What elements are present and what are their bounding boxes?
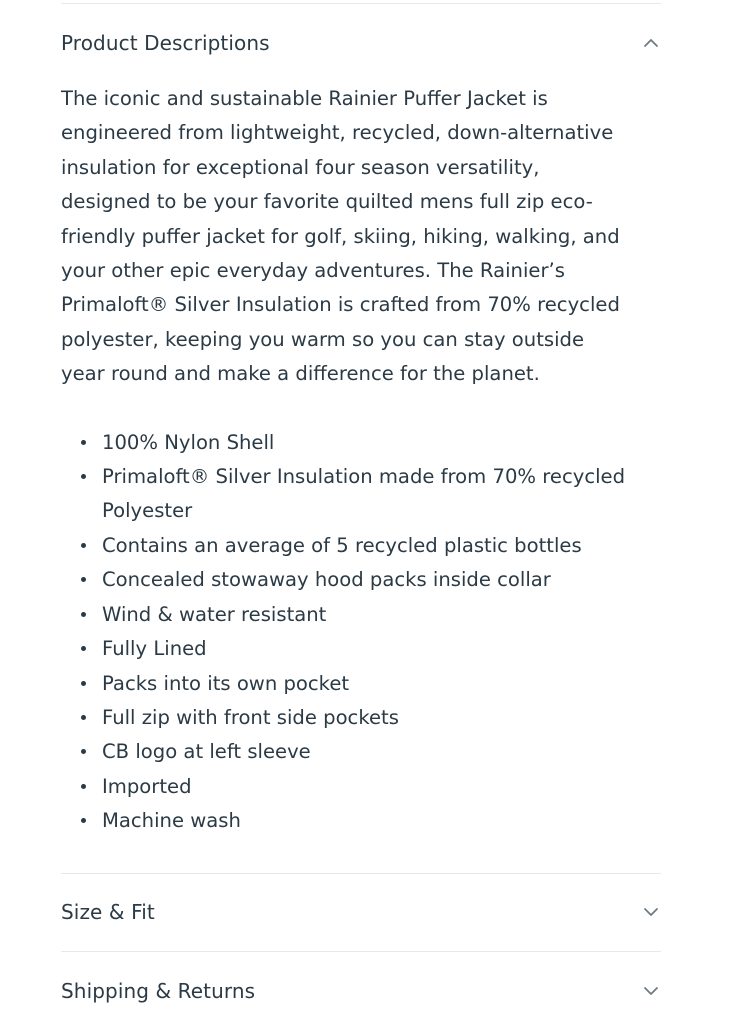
feature-item — [61, 667, 661, 701]
feature-text: Packs into its own pocket — [102, 671, 350, 695]
product-descriptions-title: Product Descriptions — [61, 31, 270, 55]
feature-item — [61, 770, 661, 804]
description-line: Primaloft® Silver Insulation is crafted from 70% recycled — [61, 293, 620, 317]
feature-text: Wind & water resistant — [102, 602, 327, 626]
product-accordion — [61, 0, 661, 1030]
shipping-returns-header[interactable] — [61, 952, 661, 1030]
bullet-icon — [81, 474, 86, 479]
feature-text: Machine wash — [102, 809, 241, 833]
chevron-down-icon[interactable] — [643, 983, 659, 999]
product-descriptions-header[interactable] — [61, 4, 661, 82]
size-fit-title: Size & Fit — [61, 900, 155, 925]
description-line: friendly puffer jacket for golf, skiing, hiking, walking, and — [61, 224, 620, 248]
feature-text: Imported — [102, 774, 192, 798]
product-description-text — [61, 82, 661, 392]
feature-item — [61, 460, 661, 529]
bullet-icon — [81, 612, 86, 617]
description-line: polyester, keeping you warm so you can stay outside — [61, 327, 585, 351]
feature-item — [61, 804, 661, 838]
chevron-down-icon[interactable] — [643, 904, 659, 920]
bullet-icon — [81, 784, 86, 789]
feature-item — [61, 563, 661, 597]
bullet-icon — [81, 543, 86, 548]
bullet-icon — [81, 818, 86, 823]
feature-text: Fully Lined — [102, 637, 207, 661]
description-line: engineered from lightweight, recycled, down-alternative — [61, 121, 614, 145]
bullet-icon — [81, 577, 86, 582]
feature-text: Full zip with front side pockets — [102, 705, 399, 729]
description-line: your other epic everyday adventures. The Rainier’s — [61, 259, 565, 283]
feature-item — [61, 529, 661, 563]
bullet-icon — [81, 715, 86, 720]
bullet-icon — [81, 440, 86, 445]
feature-item — [61, 701, 661, 735]
shipping-returns-title: Shipping & Returns — [61, 978, 256, 1003]
description-line: designed to be your favorite quilted mens full zip eco- — [61, 190, 593, 214]
feature-text: Concealed stowaway hood packs inside collar — [102, 568, 551, 592]
description-line: year round and make a difference for the planet. — [61, 362, 540, 386]
feature-item — [61, 632, 661, 666]
bullet-icon — [81, 646, 86, 651]
feature-item — [61, 735, 661, 769]
feature-text: Primaloft® Silver Insulation made from 70% recycled — [102, 465, 626, 489]
description-line: insulation for exceptional four season versatility, — [61, 155, 540, 179]
bullet-icon — [81, 749, 86, 754]
feature-item — [61, 598, 661, 632]
feature-list — [61, 426, 661, 839]
description-line: The iconic and sustainable Rainier Puffer Jacket is — [61, 87, 548, 110]
feature-text: CB logo at left sleeve — [102, 740, 311, 764]
size-fit-header[interactable] — [61, 874, 661, 951]
feature-text-continued: Polyester — [102, 499, 193, 523]
bullet-icon — [81, 681, 86, 686]
feature-text: Contains an average of 5 recycled plastic bottles — [102, 533, 582, 557]
chevron-up-icon[interactable] — [643, 35, 659, 51]
feature-item — [61, 426, 661, 460]
feature-text: 100% Nylon Shell — [102, 430, 275, 454]
